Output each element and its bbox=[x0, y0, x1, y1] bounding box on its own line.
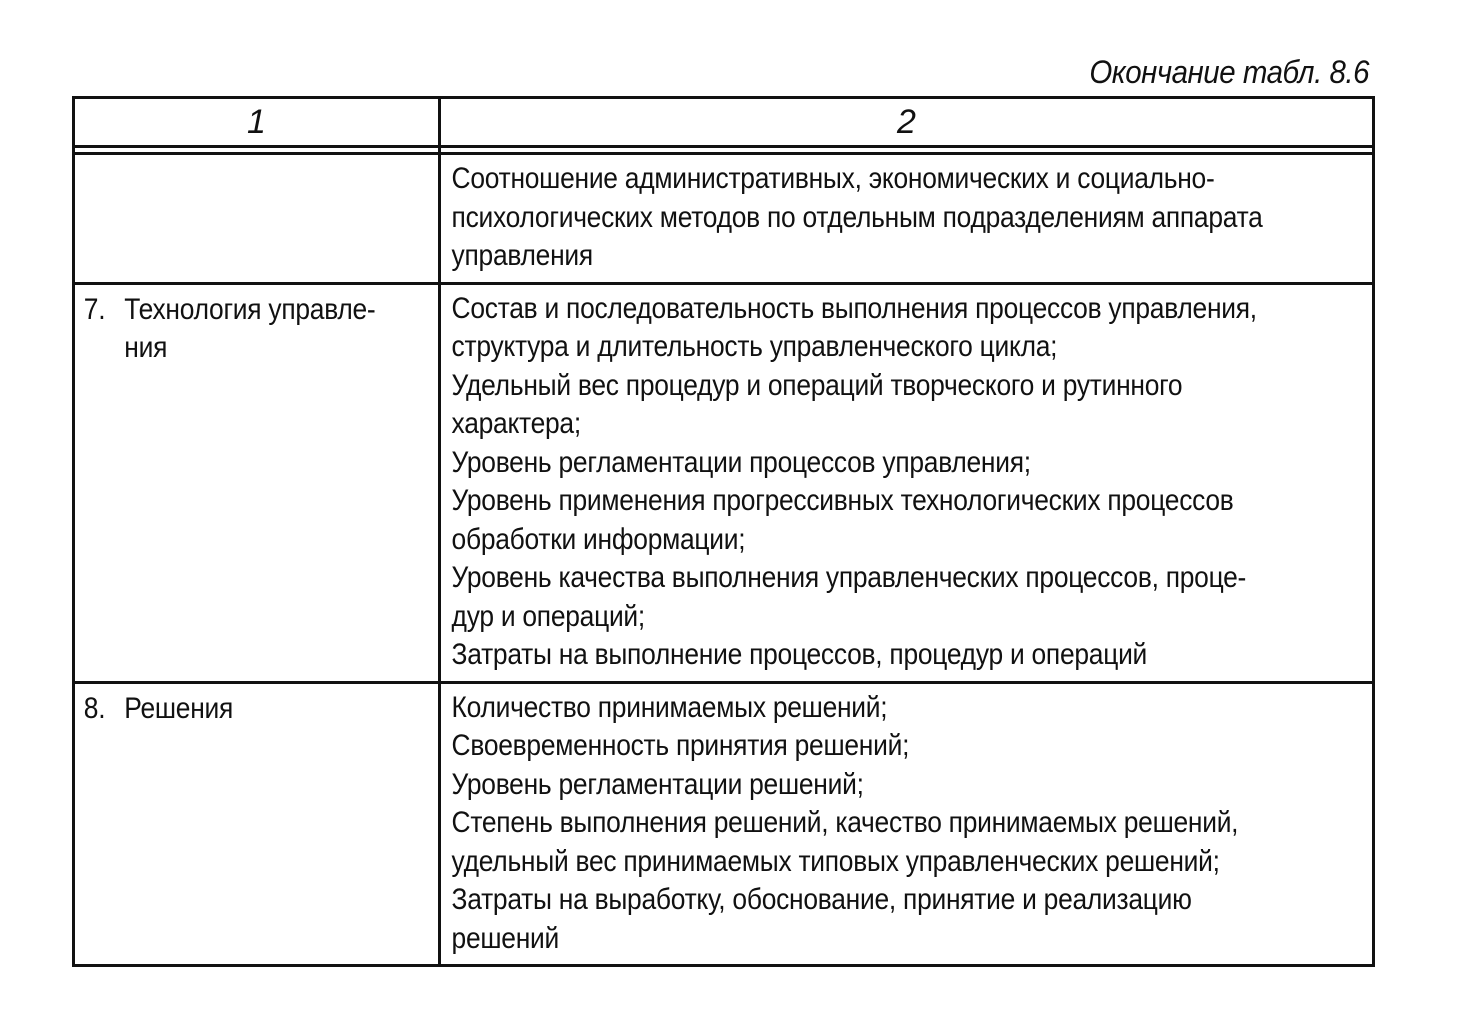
row-content-line: Количество принимаемых решений; bbox=[451, 690, 888, 724]
row-content bbox=[441, 684, 1377, 965]
row-content-line: Соотношение административных, экономических и социально- bbox=[451, 162, 1215, 195]
table bbox=[72, 96, 1375, 967]
row-content-line: Затраты на выработку, обоснование, принятие и реализацию bbox=[451, 883, 1192, 916]
row-content-line: Уровень качества выполнения управленческих процессов, проце- bbox=[451, 561, 1247, 594]
indicator-table bbox=[72, 96, 1372, 967]
row-label bbox=[75, 285, 445, 368]
row-content-cell bbox=[440, 682, 1374, 966]
row-content bbox=[441, 285, 1377, 681]
row-number: 8. bbox=[83, 691, 106, 725]
row-label bbox=[75, 155, 445, 161]
row-label-line bbox=[84, 291, 445, 330]
header-col-2: 2 bbox=[440, 98, 1374, 147]
row-label-cell bbox=[74, 283, 440, 682]
separator-cell-1 bbox=[74, 147, 440, 154]
table-caption: Окончание табл. 8.6 bbox=[1089, 54, 1369, 90]
table-row bbox=[74, 283, 1374, 682]
row-content-line: Своевременность принятия решений; bbox=[451, 729, 910, 762]
header-col-1: 1 bbox=[74, 98, 440, 147]
table-row bbox=[74, 154, 1374, 284]
row-label-line: ния bbox=[124, 331, 168, 364]
row-label-cell bbox=[74, 154, 440, 284]
table-row bbox=[74, 682, 1374, 966]
table-body bbox=[74, 147, 1374, 966]
row-content-line: обработки информации; bbox=[451, 522, 746, 556]
header-separator bbox=[74, 147, 1374, 154]
row-content-line: психологических методов по отдельным подразделениям аппарата bbox=[451, 200, 1263, 234]
row-content-line: управления bbox=[451, 239, 593, 272]
row-content-line: Состав и последовательность выполнения процессов управления, bbox=[451, 291, 1257, 325]
separator-cell-2 bbox=[440, 147, 1374, 154]
row-content-line: Степень выполнения решений, качество принимаемых решений, bbox=[451, 806, 1239, 839]
row-content-line: Затраты на выполнение процессов, процедур и операций bbox=[451, 638, 1148, 671]
row-label bbox=[75, 684, 445, 729]
row-content bbox=[441, 155, 1377, 282]
row-content-line: характера; bbox=[451, 407, 581, 440]
row-label-line bbox=[84, 690, 445, 729]
row-content-line: решений bbox=[451, 921, 560, 955]
row-content-cell bbox=[440, 154, 1374, 284]
row-number: 7. bbox=[83, 292, 106, 326]
row-label-text: Технология управле- bbox=[124, 292, 376, 326]
header-row bbox=[74, 98, 1374, 147]
row-content-line: Уровень применения прогрессивных технологических процессов bbox=[451, 484, 1234, 517]
row-content-cell bbox=[440, 283, 1374, 682]
row-content-line: дур и операций; bbox=[451, 599, 645, 633]
row-content-line: Удельный вес процедур и операций творческого и рутинного bbox=[451, 368, 1183, 402]
row-label-cell bbox=[74, 682, 440, 966]
row-content-line: структура и длительность управленческого цикла; bbox=[451, 330, 1058, 363]
row-label-text: Решения bbox=[124, 691, 234, 725]
row-content-line: Уровень регламентации решений; bbox=[451, 767, 864, 801]
row-content-line: Уровень регламентации процессов управления; bbox=[451, 445, 1031, 479]
row-content-line: удельный вес принимаемых типовых управленческих решений; bbox=[451, 844, 1220, 878]
